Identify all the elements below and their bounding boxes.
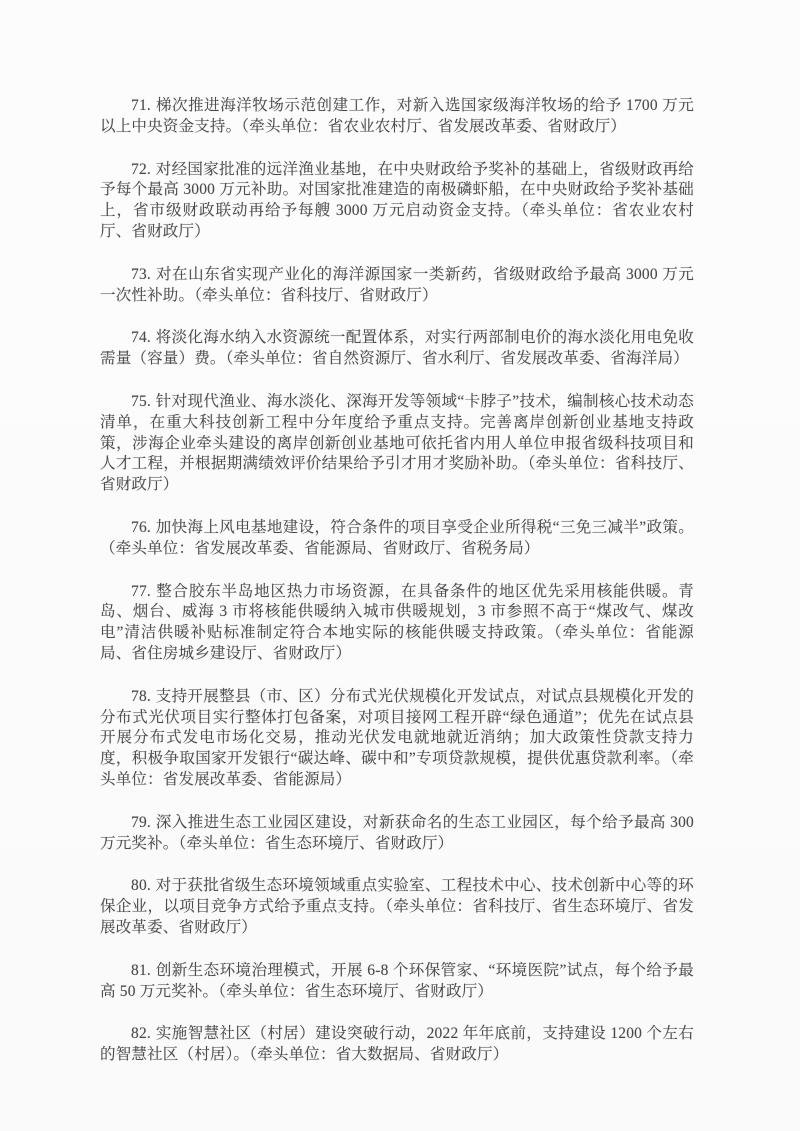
item-text: 创新生态环境治理模式，开展 6-8 个环保管家、“环境医院”试点，每个给予最高 50 万元奖补。（牵头单位：省生态环境厅、省财政厅） bbox=[100, 961, 694, 1000]
item-number: 80. bbox=[131, 877, 151, 895]
policy-item-72 bbox=[100, 160, 694, 243]
item-text: 整合胶东半岛地区热力市场资源，在具备条件的地区优先采用核能供暖。青岛、烟台、威海 3 市将核能供暖纳入城市供暖规划，3 市参照不高于“煤改气、煤改电”清洁供暖补贴标准制定符合本地实际的核能供暖支持政策。（牵头单位：省能源局、省住房城乡建设厅、省财政厅） bbox=[100, 582, 694, 662]
item-text: 支持开展整县（市、区）分布式光伏规模化开发试点，对试点县规模化开发的分布式光伏项目实行整体打包备案，对项目接网工程开辟“绿色通道”；优先在试点县开展分布式发电市场化交易，推动光伏发电就地就近消纳；加大政策性贷款支持力度，积极争取国家开发银行“碳达峰、碳中和”专项贷款规模，提供优惠贷款利率。（牵头单位：省发展改革委、省能源局） bbox=[100, 687, 694, 788]
policy-item-74 bbox=[100, 328, 694, 370]
policy-item-78 bbox=[100, 687, 694, 791]
item-number: 74. bbox=[131, 329, 151, 347]
item-number: 76. bbox=[131, 518, 151, 536]
policy-item-80 bbox=[100, 876, 694, 938]
item-text: 将淡化海水纳入水资源统一配置体系，对实行两部制电价的海水淡化用电免收需量（容量）费。（牵头单位：省自然资源厅、省水利厅、省发展改革委、省海洋局） bbox=[100, 329, 694, 368]
item-number: 73. bbox=[131, 265, 151, 283]
item-number: 77. bbox=[131, 582, 151, 600]
policy-item-77 bbox=[100, 582, 694, 665]
item-text: 对于获批省级生态环境领域重点实验室、工程技术中心、技术创新中心等的环保企业，以项目竞争方式给予重点支持。（牵头单位：省科技厅、省生态环境厅、省发展改革委、省财政厅） bbox=[100, 877, 694, 936]
item-text: 针对现代渔业、海水淡化、深海开发等领域“卡脖子”技术，编制核心技术动态清单，在重大科技创新工程中分年度给予重点支持。完善离岸创新创业基地支持政策，涉海企业牵头建设的离岸创新创业基地可依托省内用人单位申报省级科技项目和人才工程，并根据期满绩效评价结果给予引才用才奖励补助。（牵头单位：省科技厅、省财政厅） bbox=[100, 392, 694, 494]
item-number: 79. bbox=[131, 813, 151, 831]
document-body bbox=[100, 96, 694, 1088]
item-number: 72. bbox=[131, 160, 151, 178]
item-number: 82. bbox=[131, 1025, 151, 1043]
policy-item-71 bbox=[100, 96, 694, 138]
item-number: 71. bbox=[131, 97, 151, 114]
item-text: 实施智慧社区（村居）建设突破行动，2022 年年底前，支持建设 1200 个左右的智慧社区（村居）。（牵头单位：省大数据局、省财政厅） bbox=[100, 1025, 694, 1064]
item-text: 对经国家批准的远洋渔业基地，在中央财政给予奖补的基础上，省级财政再给予每个最高 3000 万元补助。对国家批准建造的南极磷虾船，在中央财政给予奖补基础上，省市级财政联动再给予每艘 3000 万元启动资金支持。（牵头单位：省农业农村厅、省财政厅） bbox=[100, 160, 694, 240]
item-number: 81. bbox=[131, 961, 151, 979]
item-text: 梯次推进海洋牧场示范创建工作，对新入选国家级海洋牧场的给予 1700 万元以上中央资金支持。（牵头单位：省农业农村厅、省发展改革委、省财政厅） bbox=[100, 97, 694, 135]
item-number: 78. bbox=[131, 687, 151, 705]
policy-item-81 bbox=[100, 961, 694, 1003]
policy-item-75 bbox=[100, 392, 694, 496]
item-text: 深入推进生态工业园区建设，对新获命名的生态工业园区，每个给予最高 300 万元奖补。（牵头单位：省生态环境厅、省财政厅） bbox=[100, 813, 694, 852]
policy-item-73 bbox=[100, 265, 694, 307]
policy-item-79 bbox=[100, 813, 694, 855]
item-text: 对在山东省实现产业化的海洋源国家一类新药，省级财政给予最高 3000 万元一次性补助。（牵头单位：省科技厅、省财政厅） bbox=[100, 265, 694, 304]
policy-item-82 bbox=[100, 1024, 694, 1066]
policy-item-76 bbox=[100, 518, 694, 560]
item-text: 加快海上风电基地建设，符合条件的项目享受企业所得税“三免三减半”政策。（牵头单位：省发展改革委、省能源局、省财政厅、省税务局） bbox=[100, 518, 694, 557]
item-number: 75. bbox=[131, 392, 151, 410]
